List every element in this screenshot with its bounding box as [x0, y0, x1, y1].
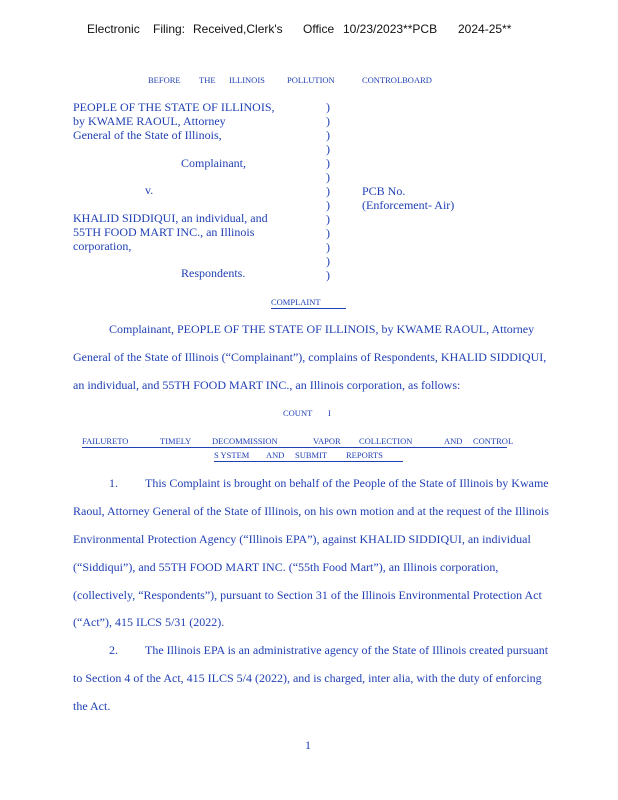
header-electronic: Electronic [87, 22, 140, 36]
paragraph-number: 2. [109, 643, 118, 657]
paragraph-1-line: This Complaint is brought on behalf of the People of the State of Illinois by Kwame [145, 476, 549, 490]
header-office: Office [303, 22, 335, 36]
caption-paren: ) [326, 268, 330, 282]
paragraph-number: 1. [109, 476, 118, 490]
paragraph-1-line: Environmental Protection Agency (“Illinois EPA”), against KHALID SIDDIQUI, an individual [73, 532, 531, 546]
board-word-the: THE [199, 75, 216, 85]
complainant-label: Complainant, [181, 156, 246, 170]
caption-paren: ) [326, 100, 330, 114]
page-number: 1 [305, 738, 311, 752]
paragraph-2-line: the Act. [73, 699, 111, 713]
defendant-line-2: 55TH FOOD MART INC., an Illinois [73, 225, 255, 239]
paragraph-1-line: (collectively, “Respondents”), pursuant to Section 31 of the Illinois Environmental Protection Act [73, 588, 542, 602]
caption-paren: ) [326, 254, 330, 268]
count-heading-word: VAPOR [313, 436, 341, 446]
caption-paren: ) [326, 198, 330, 212]
caption-paren: ) [326, 142, 330, 156]
complaint-title: COMPLAINT [271, 297, 321, 307]
count-heading-word: AND [266, 450, 285, 460]
header-received: Received,Clerk's [193, 22, 283, 36]
caption-paren: ) [326, 156, 330, 170]
versus-label: v. [145, 183, 154, 197]
defendant-line-1: KHALID SIDDIQUI, an individual, and [73, 211, 268, 225]
header-filing: Filing: [153, 22, 186, 36]
count-heading-underline-2 [214, 461, 403, 462]
count-heading-word: CONTROL [473, 436, 514, 446]
intro-line-3: an individual, and 55TH FOOD MART INC., an Illinois corporation, as follows: [73, 378, 461, 392]
count-heading-word: COLLECTION [359, 436, 413, 446]
header-number: 2024-25** [458, 22, 512, 36]
count-heading-word: AND [444, 436, 463, 446]
intro-line-1: Complainant, PEOPLE OF THE STATE OF ILLINOIS, by KWAME RAOUL, Attorney [109, 322, 535, 336]
pcb-number-label: PCB No. [362, 184, 406, 198]
header-date: 10/23/2023**PCB [343, 22, 438, 36]
caption-paren: ) [326, 240, 330, 254]
caption-paren: ) [326, 114, 330, 128]
count-label: COUNT [283, 408, 313, 418]
count-heading-word: REPORTS [346, 450, 383, 460]
defendant-line-3: corporation, [73, 239, 132, 253]
board-word-controlboard: CONTROLBOARD [362, 75, 432, 85]
count-heading-word: SUBMIT [295, 450, 328, 460]
count-heading-underline [82, 447, 507, 448]
plaintiff-line-3: General of the State of Illinois, [73, 128, 222, 142]
caption-paren: ) [326, 226, 330, 240]
paragraph-1-line: (“Siddiqui”), and 55TH FOOD MART INC. (“55th Food Mart”), an Illinois corporation, [73, 560, 499, 574]
count-heading-word: FAILURETO [82, 436, 129, 446]
paragraph-2-line: to Section 4 of the Act, 415 ILCS 5/4 (2022), and is charged, inter alia, with the duty of enforcing [73, 671, 542, 685]
board-word-illinois: ILLINOIS [229, 75, 265, 85]
count-heading-word: DECOMMISSION [212, 436, 278, 446]
respondent-label: Respondents. [181, 266, 246, 280]
caption-paren: ) [326, 184, 330, 198]
plaintiff-line-1: PEOPLE OF THE STATE OF ILLINOIS, [73, 100, 275, 114]
paragraph-2-line: The Illinois EPA is an administrative agency of the State of Illinois created pursuant [145, 643, 549, 657]
caption-paren: ) [326, 212, 330, 226]
count-heading-word: TIMELY [160, 436, 192, 446]
board-word-pollution: POLLUTION [287, 75, 335, 85]
plaintiff-line-2: by KWAME RAOUL, Attorney [73, 114, 226, 128]
board-word-before: BEFORE [148, 75, 181, 85]
enforcement-label: (Enforcement- Air) [362, 198, 455, 212]
caption-paren: ) [326, 170, 330, 184]
count-number: I [328, 408, 331, 418]
complaint-title-underline [271, 308, 346, 309]
count-heading-word: S YSTEM [214, 450, 250, 460]
caption-paren: ) [326, 128, 330, 142]
intro-line-2: General of the State of Illinois (“Complainant”), complains of Respondents, KHALID SIDDIQUI, [73, 350, 547, 364]
paragraph-1-line: (“Act”), 415 ILCS 5/31 (2022). [73, 615, 225, 629]
paragraph-1-line: Raoul, Attorney General of the State of Illinois, on his own motion and at the request of the Illinois [73, 504, 549, 518]
